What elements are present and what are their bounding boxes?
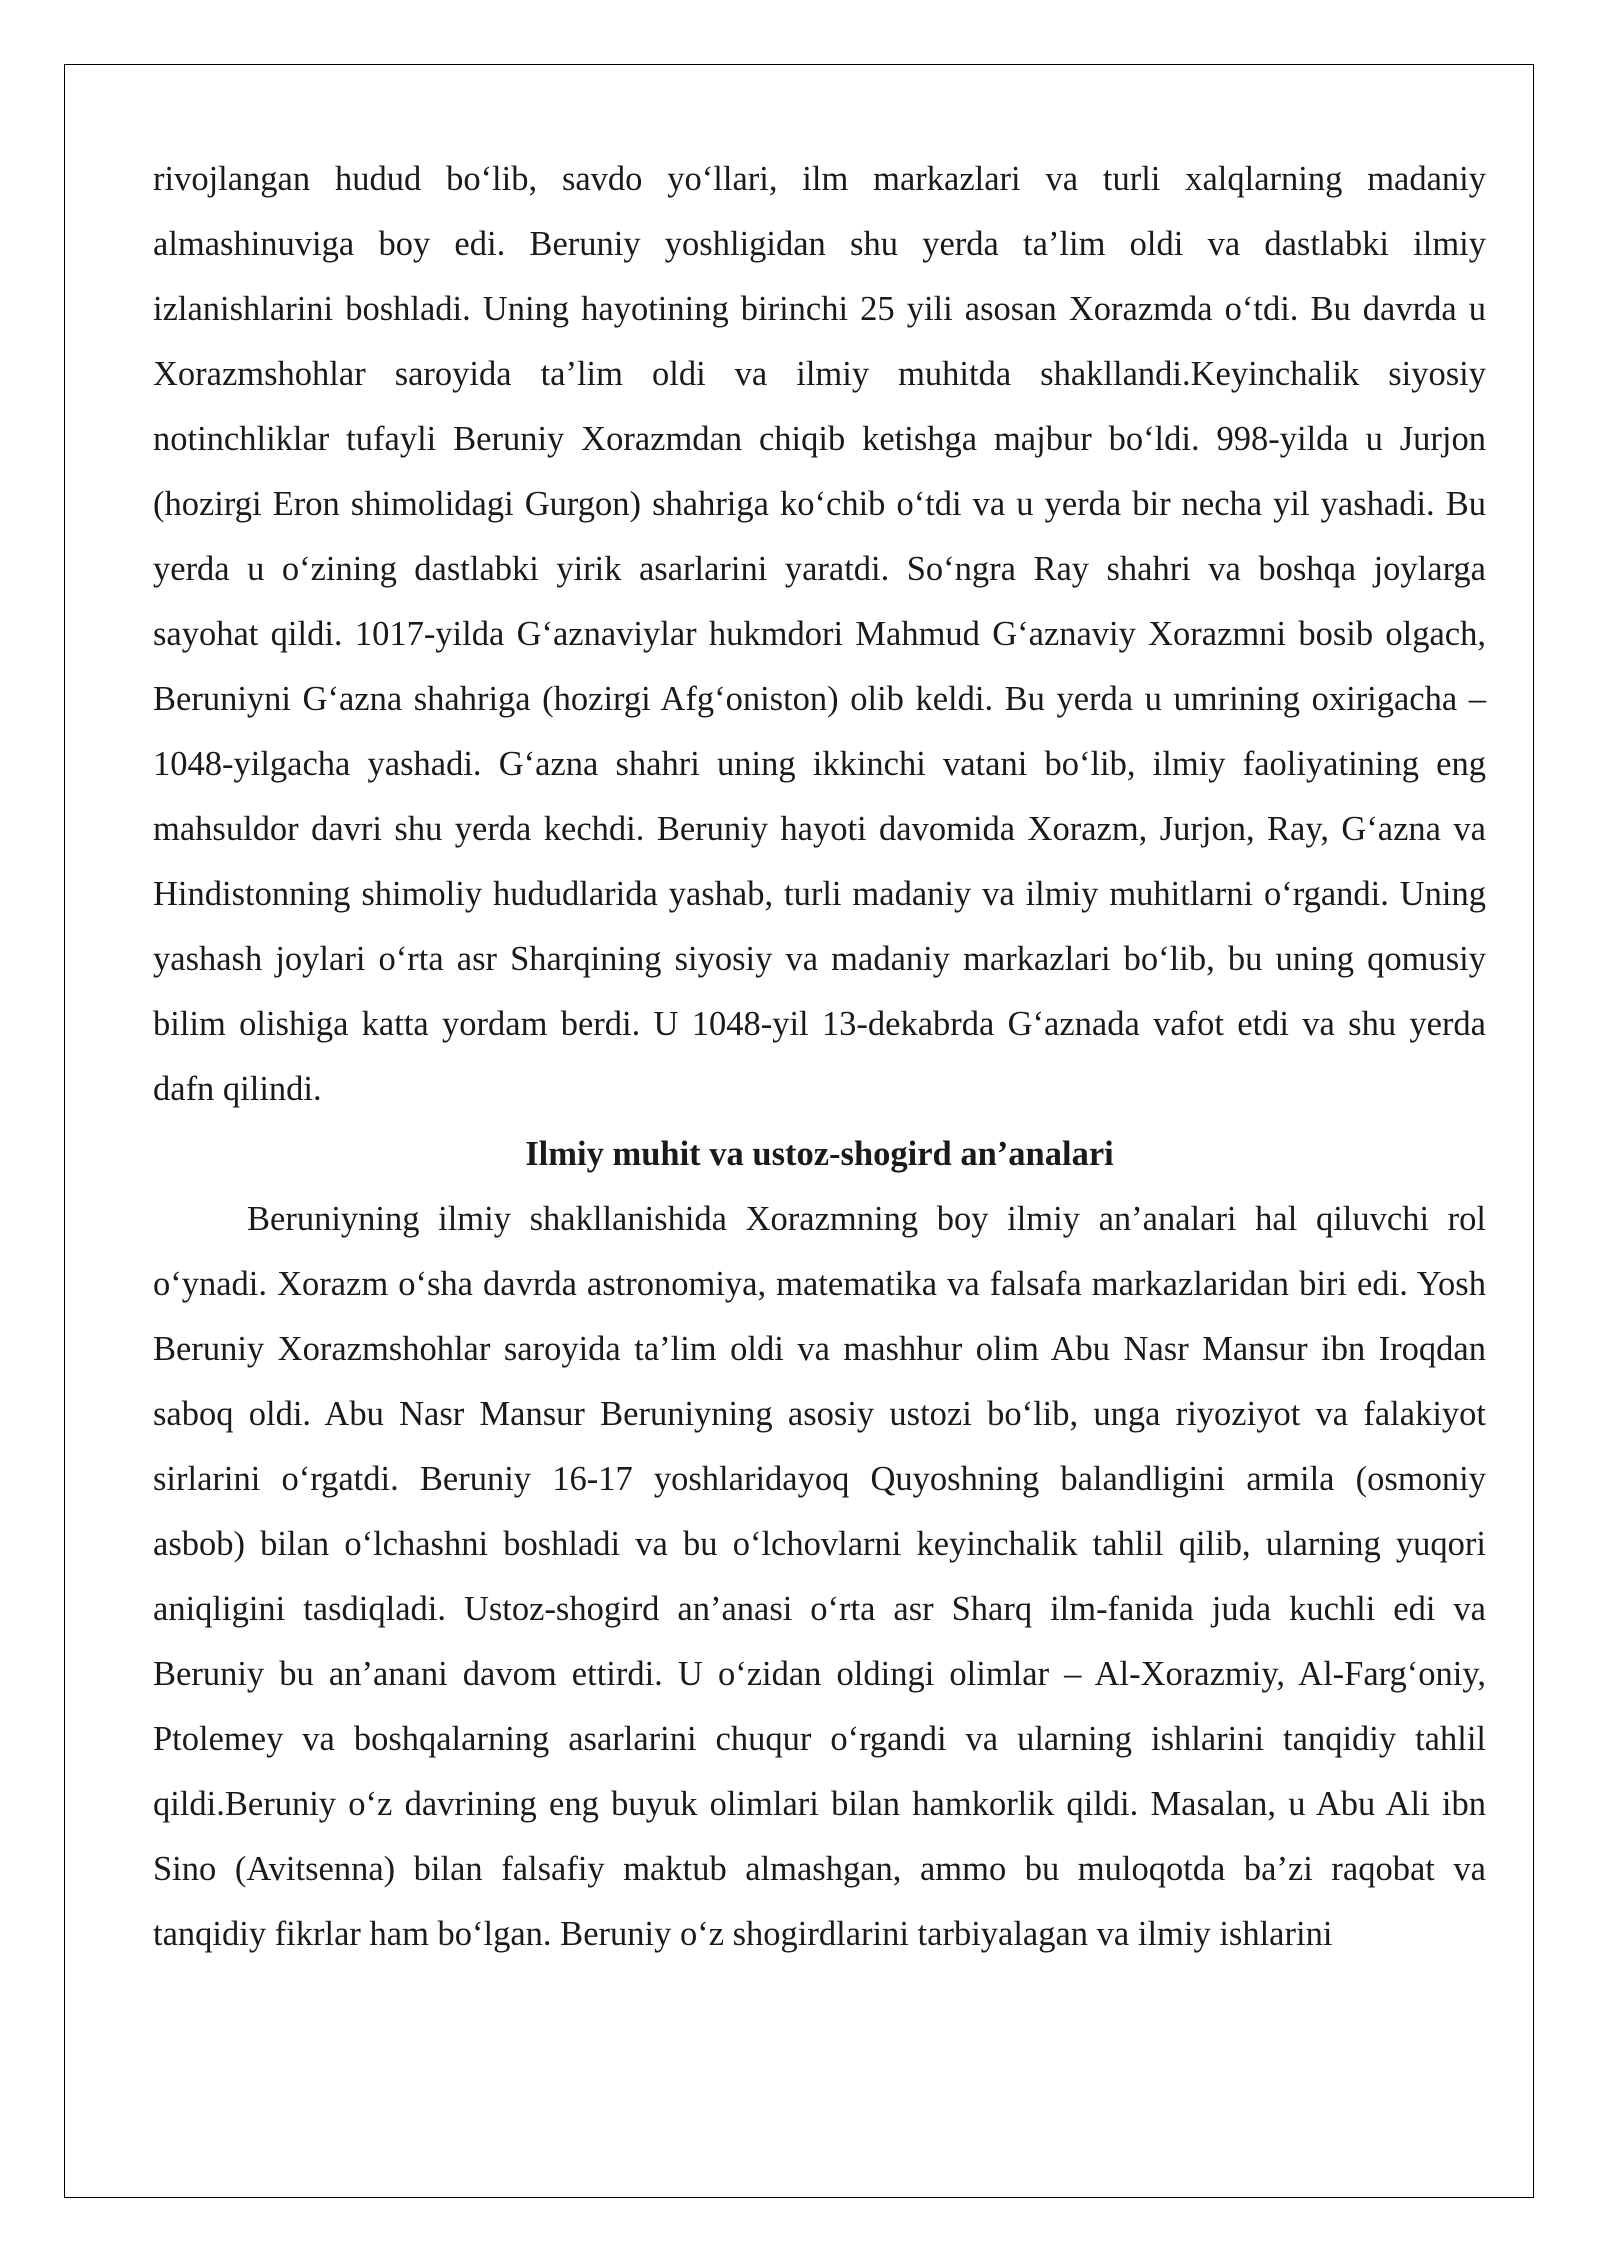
section-heading: Ilmiy muhit va ustoz-shogird an’analari [525,1135,1114,1173]
section-paragraph: Beruniyning ilmiy shakllanishida Xorazmning boy ilmiy an’analari hal qiluvchi rol o‘ynadi. Xorazm o‘sha davrda astronomiya, matematika va falsafa markazlaridan biri edi. Yosh Beruniy Xorazmshohlar saroyida ta’lim oldi va mashhur olim Abu Nasr Mansur ibn Iroqdan saboq oldi. Abu Nasr Mansur Beruniyning asosiy ustozi bo‘lib, unga riyoziyot va falakiyot sirlarini o‘rgatdi. Beruniy 16-17 yoshlaridayoq Quyoshning balandligini armila (osmoniy asbob) bilan o‘lchashni boshladi va bu o‘lchovlarni keyinchalik tahlil qilib, ularning yuqori aniqligini tasdiqladi. Ustoz-shogird an’anasi o‘rta asr Sharq ilm-fanida juda kuchli edi va Beruniy bu an’anani davom ettirdi. U o‘zidan oldingi olimlar – Al-Xorazmiy, Al-Farg‘oniy, Ptolemey va boshqalarning asarlarini chuqur o‘rgandi va ularning ishlarini tanqidiy tahlil qildi.Beruniy o‘z davrining eng buyuk olimlari bilan hamkorlik qildi. Masalan, u Abu Ali ibn Sino (Avitsenna) bilan falsafiy maktub almashgan, ammo bu muloqotda ba’zi raqobat va tanqidiy fikrlar ham bo‘lgan. Beruniy o‘z shogirdlarini tarbiyalagan va ilmiy ishlarini [153,1200,1486,1953]
body-paragraph: rivojlangan hudud bo‘lib, savdo yo‘llari, ilm markazlari va turli xalqlarning madaniy almashinuviga boy edi. Beruniy yoshligidan shu yerda ta’lim oldi va dastlabki ilmiy izlanishlarini boshladi. Uning hayotining birinchi 25 yili asosan Xorazmda o‘tdi. Bu davrda u Xorazmshohlar saroyida ta’lim oldi va ilmiy muhitda shakllandi.Keyinchalik siyosiy notinchliklar tufayli Beruniy Xorazmdan chiqib ketishga majbur bo‘ldi. 998-yilda u Jurjon (hozirgi Eron shimolidagi Gurgon) shahriga ko‘chib o‘tdi va u yerda bir necha yil yashadi. Bu yerda u o‘zining dastlabki yirik asarlarini yaratdi. So‘ngra Ray shahri va boshqa joylarga sayohat qildi. 1017-yilda G‘aznaviylar hukmdori Mahmud G‘aznaviy Xorazmni bosib olgach, Beruniyni G‘azna shahriga (hozirgi Afg‘oniston) olib keldi. Bu yerda u umrining oxirigacha – 1048-yilgacha yashadi. G‘azna shahri uning ikkinchi vatani bo‘lib, ilmiy faoliyatining eng mahsuldor davri shu yerda kechdi. Beruniy hayoti davomida Xorazm, Jurjon, Ray, G‘azna va Hindistonning shimoliy hududlarida yashab, turli madaniy va ilmiy muhitlarni o‘rgandi. Uning yashash joylari o‘rta asr Sharqining siyosiy va madaniy markazlari bo‘lib, bu uning qomusiy bilim olishiga katta yordam berdi. U 1048-yil 13-dekabrda G‘aznada vafot etdi va shu yerda dafn qilindi. [153,160,1486,1108]
document-body [153,147,1486,1967]
